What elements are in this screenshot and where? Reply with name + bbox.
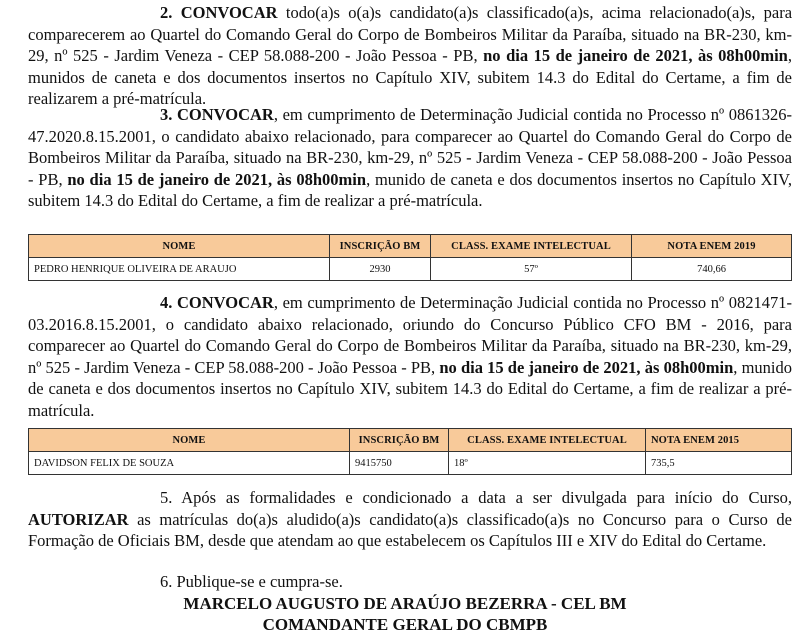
cell-nome: DAVIDSON FELIX DE SOUZA bbox=[29, 452, 350, 475]
signature-title: COMANDANTE GERAL DO CBMPB bbox=[262, 615, 548, 634]
candidates-table-2015 bbox=[28, 428, 792, 475]
col-header-nota: NOTA ENEM 2019 bbox=[632, 235, 792, 258]
item-4-verb: CONVOCAR bbox=[177, 293, 274, 312]
item-3-text-a: , em cumprimento de Determinação Judicial contida no Processo nº 0861326-47.2020.8.15.2001, o candidato abaixo relacionado, para comparecer ao Quartel do Comando Geral do Corpo de Bombeiros Militar da Paraíba, situado na BR-230, km-29, nº 525 - Jardim Veneza - CEP 58.088-200 - João Pessoa - PB, bbox=[28, 105, 793, 189]
item-2-number: 2. bbox=[160, 3, 181, 22]
cell-inscricao: 2930 bbox=[330, 258, 431, 281]
item-4-text-b: , munido de caneta e dos documentos insertos no Capítulo XIV, subitem 14.3 do Edital do Certame, a fim de realizar a pré-matrícula. bbox=[28, 357, 792, 420]
col-header-nome: NOME bbox=[29, 429, 350, 452]
item-4-date: no dia 15 de janeiro de 2021, às 08h00min bbox=[439, 357, 734, 377]
cell-nota: 740,66 bbox=[632, 258, 792, 281]
table-header-row bbox=[29, 429, 792, 452]
cell-inscricao: 9415750 bbox=[350, 452, 449, 475]
item-6-paragraph bbox=[28, 571, 792, 593]
item-2-text-b: , munidos de caneta e dos documentos insertos no Capítulo XIV, subitem 14.3 do Edital do Certame, a fim de realizarem a pré-matrícula. bbox=[28, 46, 792, 108]
item-3-number: 3. bbox=[160, 105, 177, 124]
col-header-class: CLASS. EXAME INTELECTUAL bbox=[449, 429, 646, 452]
item-2-date: no dia 15 de janeiro de 2021, às 08h00min bbox=[483, 46, 788, 65]
cell-class: 18º bbox=[449, 452, 646, 475]
col-header-class: CLASS. EXAME INTELECTUAL bbox=[431, 235, 632, 258]
table-header-row bbox=[29, 235, 792, 258]
item-5-verb: AUTORIZAR bbox=[28, 509, 129, 529]
item-4-number: 4. bbox=[160, 293, 177, 312]
item-4-text-a: , em cumprimento de Determinação Judicial contida no Processo nº 0821471-03.2016.8.15.2001, o candidato abaixo relacionado, oriundo do Concurso Público CFO BM - 2016, para comparecer ao Quartel do Comando Geral do Corpo de Bombeiros Militar da Paraíba, situado na BR-230, km-29, nº 525 - Jardim Veneza - CEP 58.088-200 - João Pessoa - PB, bbox=[28, 293, 793, 377]
item-6-text: 6. Publique-se e cumpra-se. bbox=[160, 572, 343, 591]
item-5-paragraph bbox=[28, 487, 792, 552]
col-header-nome: NOME bbox=[29, 235, 330, 258]
table-row bbox=[29, 258, 792, 281]
item-5-text-a: 5. Após as formalidades e condicionado a data a ser divulgada para início do Curso, bbox=[160, 488, 792, 507]
col-header-inscricao: INSCRIÇÃO BM bbox=[350, 429, 449, 452]
item-2-text-a: todo(a)s o(a)s candidato(a)s classificado(a)s, acima relacionado(a)s, para comparecerem ao Quartel do Comando Geral do Corpo de Bombeiros Militar da Paraíba, situado na BR-230, km-29, nº 525 - Jardim Veneza - CEP 58.088-200 - João Pessoa - PB, bbox=[28, 3, 793, 65]
candidates-table-2019 bbox=[28, 234, 792, 281]
item-3-verb: CONVOCAR bbox=[177, 105, 274, 124]
item-3-date: no dia 15 de janeiro de 2021, às 08h00min bbox=[67, 169, 367, 189]
signature-name: MARCELO AUGUSTO DE ARAÚJO BEZERRA - CEL BM bbox=[183, 594, 627, 613]
col-header-inscricao: INSCRIÇÃO BM bbox=[330, 235, 431, 258]
item-3-paragraph bbox=[28, 104, 792, 212]
item-3-text-b: , munido de caneta e dos documentos insertos no Capítulo XIV, subitem 14.3 do Edital do Certame, a fim de realizar a pré-matrícula. bbox=[28, 169, 792, 210]
cell-nome: PEDRO HENRIQUE OLIVEIRA DE ARAUJO bbox=[29, 258, 330, 281]
col-header-nota: NOTA ENEM 2015 bbox=[646, 429, 792, 452]
item-2-paragraph bbox=[28, 2, 792, 110]
item-4-paragraph bbox=[28, 292, 792, 421]
item-5-text-b: as matrículas do(a)s aludido(a)s candidato(a)s classificado(a)s no Concurso para o Curso de Formação de Oficiais BM, desde que atendam ao que estabelecem os Capítulos III e XIV do Edital do Certame. bbox=[28, 509, 792, 550]
cell-class: 57º bbox=[431, 258, 632, 281]
item-2-verb: CONVOCAR bbox=[180, 3, 278, 22]
cell-nota: 735,5 bbox=[646, 452, 792, 475]
table-row bbox=[29, 452, 792, 475]
